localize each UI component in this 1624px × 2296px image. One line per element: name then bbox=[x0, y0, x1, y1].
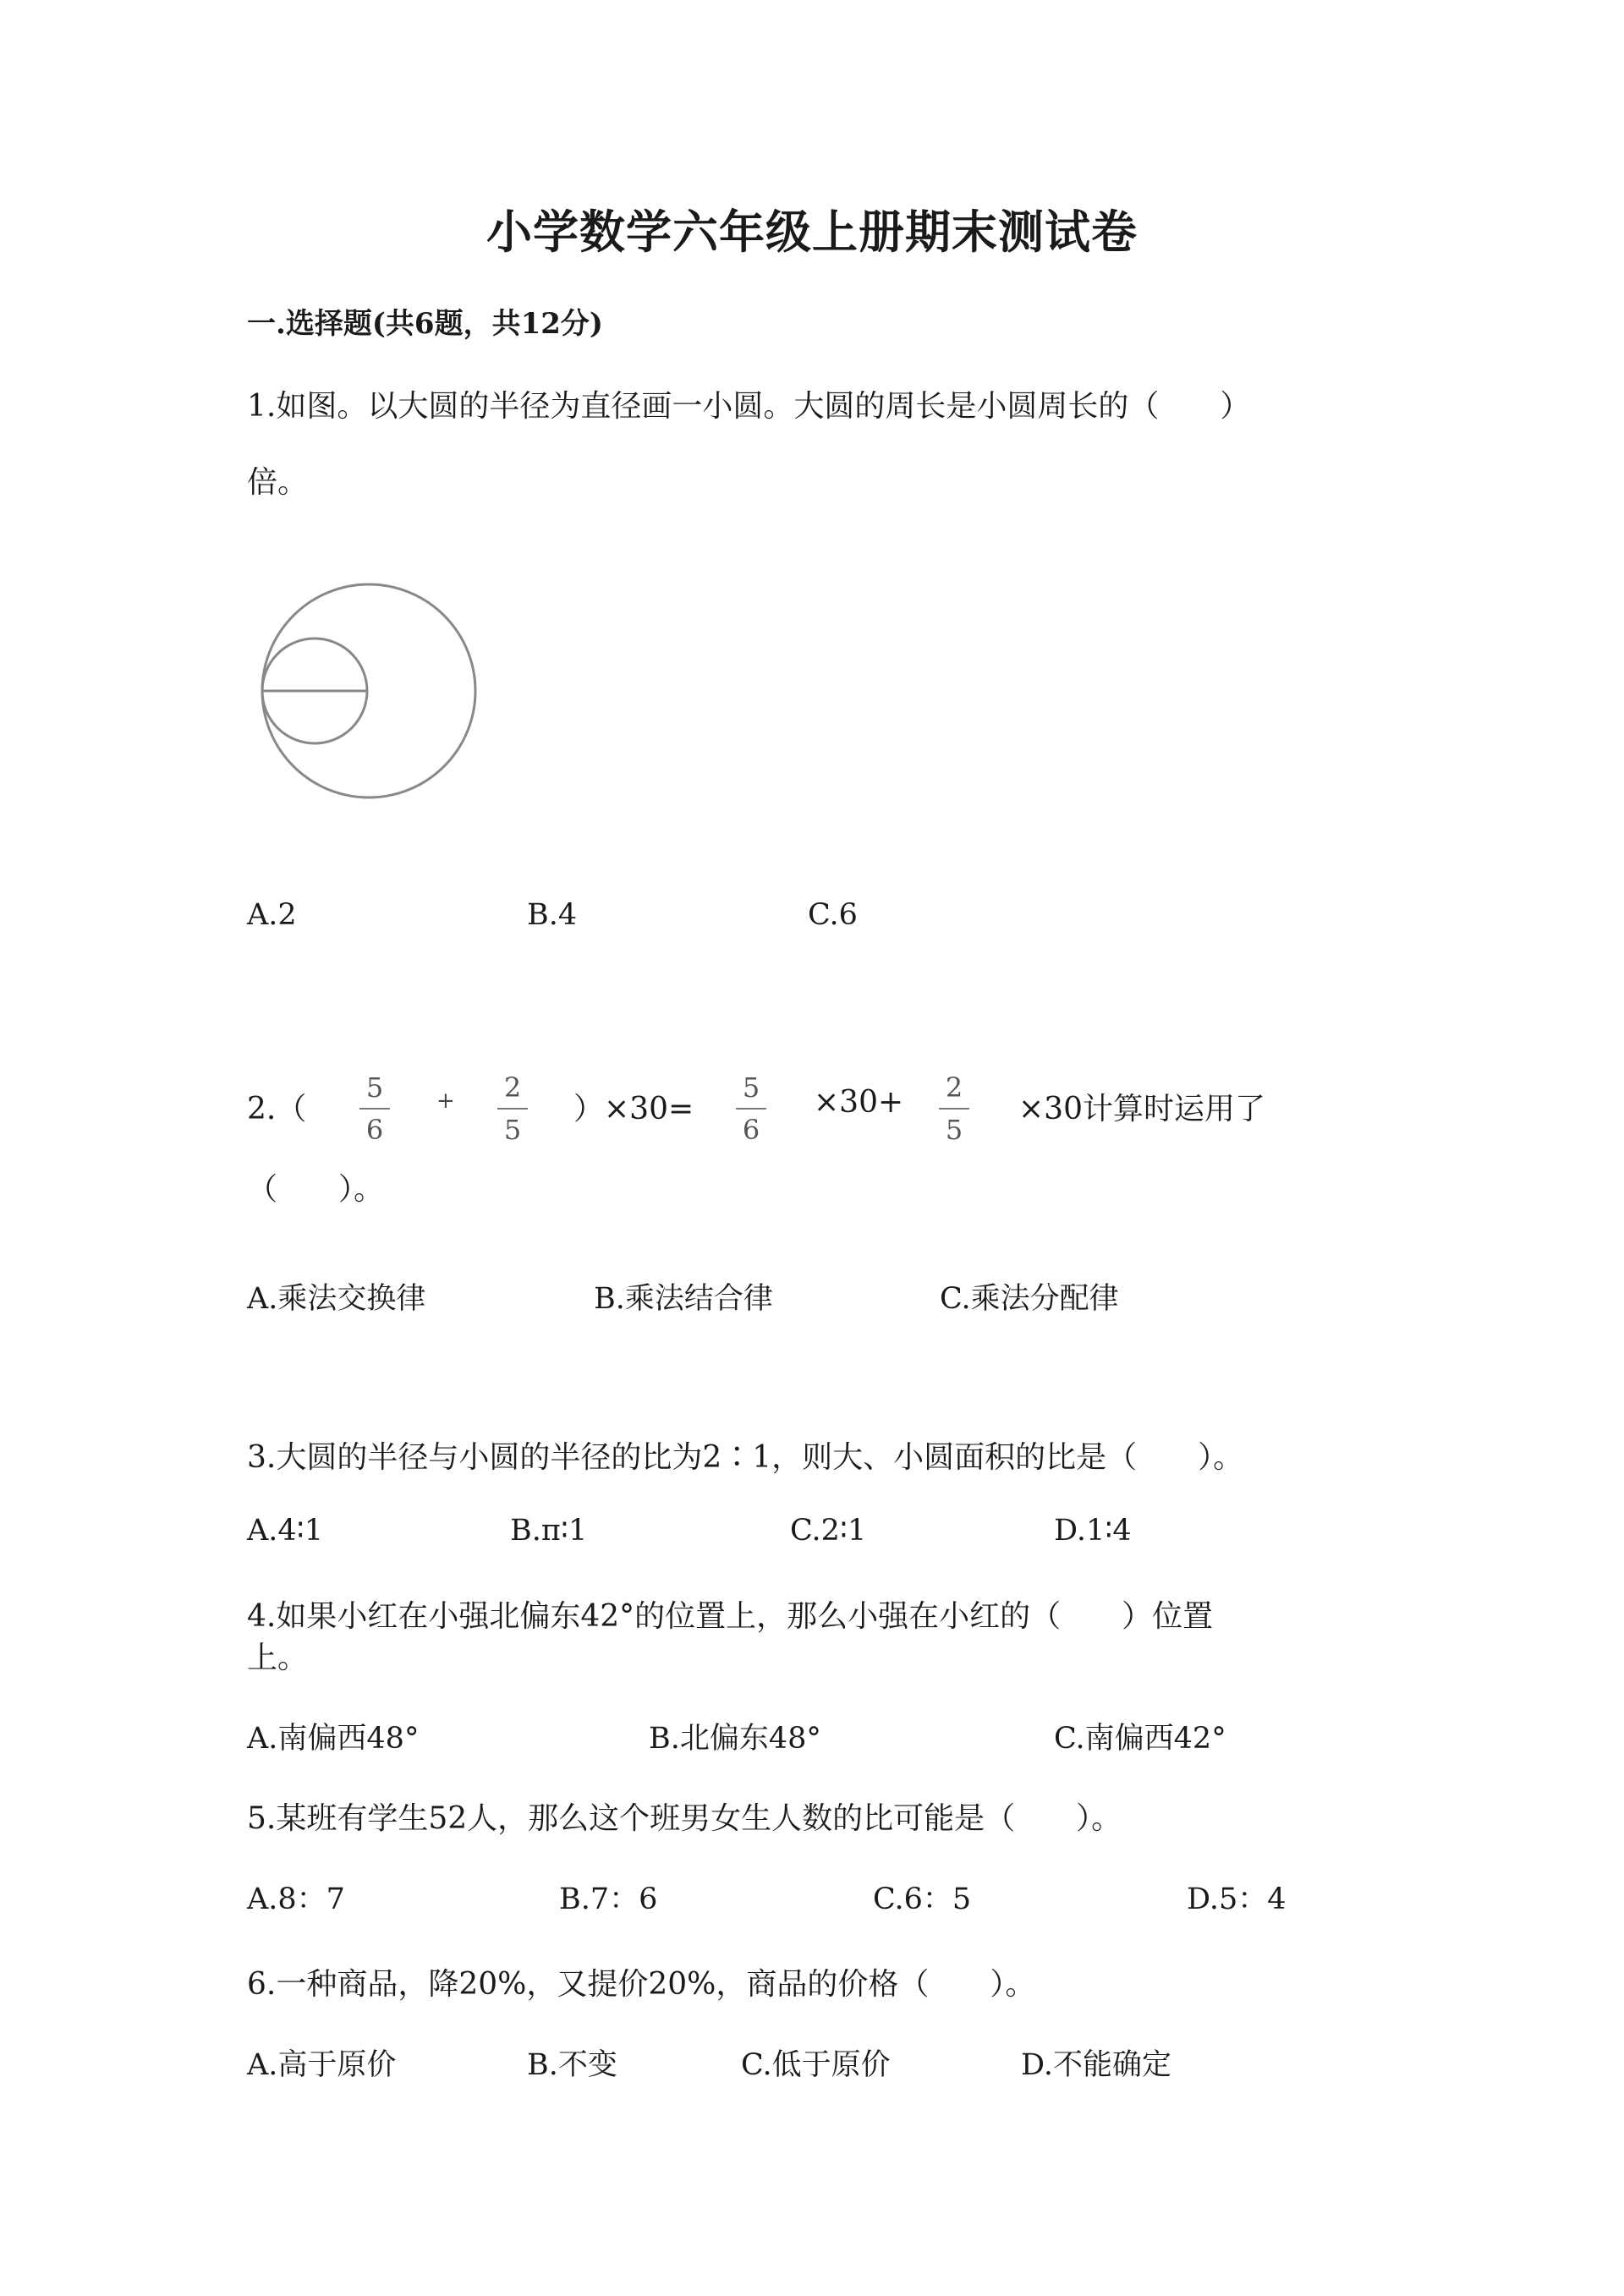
q5-option-d[interactable]: D.5：4 bbox=[1187, 1882, 1287, 1916]
question-6-text: 6.一种商品，降20%，又提价20%，商品的价格（ ）。 bbox=[247, 1967, 1036, 2002]
q5-option-a[interactable]: A.8：7 bbox=[247, 1882, 345, 1916]
q6-option-b[interactable]: B.不变 bbox=[527, 2048, 617, 2082]
section-heading: 一.选择题(共6题，共12分) bbox=[247, 307, 603, 341]
question-3-text: 3.大圆的半径与小圆的半径的比为2∶1，则大、小圆面积的比是（ ）。 bbox=[247, 1440, 1244, 1475]
q2-option-a[interactable]: A.乘法交换律 bbox=[247, 1282, 426, 1316]
question-2-prefix: 2.（ bbox=[247, 1092, 307, 1126]
plus-sign: + bbox=[436, 1088, 455, 1114]
q6-option-a[interactable]: A.高于原价 bbox=[247, 2048, 397, 2082]
page-title: 小学数学六年级上册期末测试卷 bbox=[486, 205, 1138, 259]
q2-option-c[interactable]: C.乘法分配律 bbox=[940, 1282, 1119, 1316]
fraction-five-sixths: 5 6 bbox=[358, 1074, 392, 1143]
fraction-two-fifths-b: 2 5 bbox=[937, 1074, 971, 1143]
q4-option-b[interactable]: B.北偏东48° bbox=[649, 1722, 821, 1756]
question-4-text: 4.如果小红在小强北偏东42°的位置上，那么小强在小红的（ ）位置 bbox=[247, 1599, 1214, 1634]
q4-option-c[interactable]: C.南偏西42° bbox=[1054, 1722, 1226, 1756]
fraction-two-fifths: 2 5 bbox=[496, 1074, 529, 1143]
question-1-text-cont: 倍。 bbox=[247, 465, 309, 500]
q3-option-c[interactable]: C.2∶1 bbox=[790, 1514, 867, 1548]
q3-option-b[interactable]: B.π∶1 bbox=[510, 1514, 588, 1548]
circle-diagram bbox=[247, 575, 492, 820]
q1-option-a[interactable]: A.2 bbox=[247, 898, 297, 932]
q3-option-d[interactable]: D.1∶4 bbox=[1054, 1514, 1132, 1548]
q3-option-a[interactable]: A.4∶1 bbox=[247, 1514, 324, 1548]
fraction-five-sixths-b: 5 6 bbox=[734, 1074, 768, 1143]
question-2-text-cont: （ ）。 bbox=[247, 1172, 385, 1207]
q5-option-c[interactable]: C.6：5 bbox=[873, 1882, 972, 1916]
q1-option-b[interactable]: B.4 bbox=[527, 898, 578, 932]
q4-option-a[interactable]: A.南偏西48° bbox=[247, 1722, 420, 1756]
q5-option-b[interactable]: B.7：6 bbox=[559, 1882, 658, 1916]
question-2-suffix: ×30计算时运用了 bbox=[1018, 1092, 1265, 1126]
q1-option-c[interactable]: C.6 bbox=[808, 898, 858, 932]
question-2-mid1: ）×30= bbox=[573, 1092, 694, 1126]
q6-option-d[interactable]: D.不能确定 bbox=[1021, 2048, 1171, 2082]
q2-option-b[interactable]: B.乘法结合律 bbox=[594, 1282, 773, 1316]
question-2-mid2: ×30+ bbox=[814, 1085, 904, 1120]
question-4-text-cont: 上。 bbox=[247, 1641, 309, 1675]
question-5-text: 5.某班有学生52人，那么这个班男女生人数的比可能是（ ）。 bbox=[247, 1801, 1122, 1836]
q6-option-c[interactable]: C.低于原价 bbox=[741, 2048, 891, 2082]
question-1-text: 1.如图。以大圆的半径为直径画一小圆。大圆的周长是小圆周长的（ ） bbox=[247, 389, 1251, 424]
